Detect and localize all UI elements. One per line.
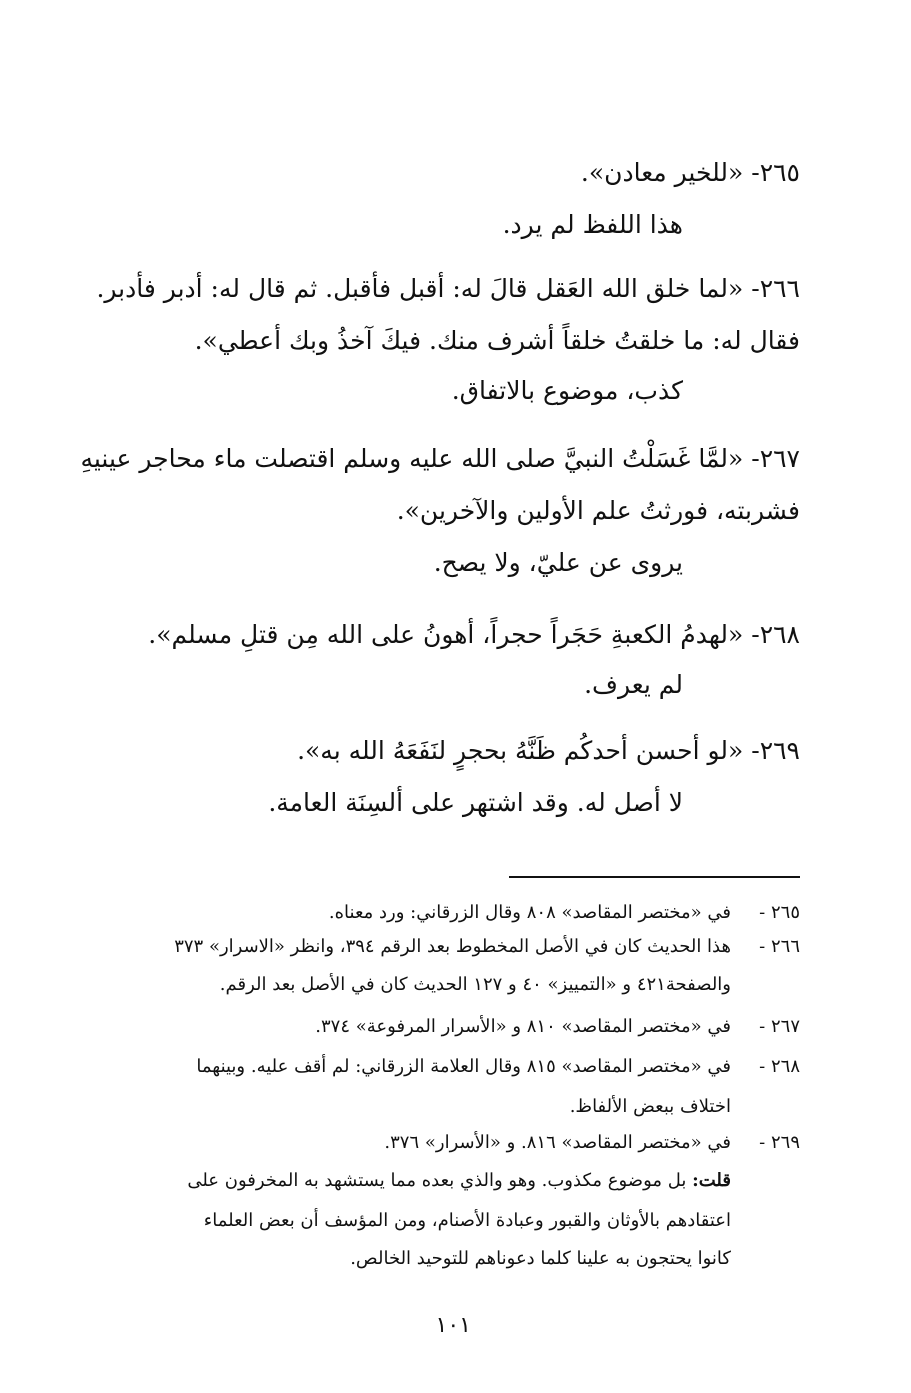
footnote-text: والصفحة٤٢١ و «التمييز» ٤٠ و ١٢٧ الحديث كان في الأصل بعد الرقم. <box>219 974 731 995</box>
footnote-number: ٢٦٥ - <box>759 902 800 923</box>
comment-first-line <box>187 1168 731 1194</box>
footnote-text: اختلاف ببعض الألفاظ. <box>569 1096 731 1117</box>
entry-267-continuation: فشربته، فورثتُ علم الأولين والآخرين». <box>396 496 800 525</box>
comment-label: قلت: <box>692 1170 731 1191</box>
entry-269-ruling: لا أصل له. وقد اشتهر على ألسِنَة العامة. <box>268 788 683 817</box>
footnote-text: هذا الحديث كان في الأصل المخطوط بعد الرقم ٣٩٤، وانظر «الاسرار» ٣٧٣ <box>174 936 731 957</box>
entry-266-continuation: فقال له: ما خلقتُ خلقاً أشرف منك. فيكَ آخذُ وبك أعطي». <box>194 326 800 355</box>
footnote-text: في «مختصر المقاصد» ٨١٥ وقال العلامة الزرقاني: لم أقف عليه. وبينهما <box>196 1056 731 1077</box>
entry-268-heading: ٢٦٨- «لهدمُ الكعبةِ حَجَراً حجراً، أهونُ على الله مِن قتلِ مسلم». <box>148 620 800 649</box>
page-number: ١٠١ <box>435 1313 471 1338</box>
comment-text: بل موضوع مكذوب. وهو والذي بعده مما يستشهد به المخرفون على <box>187 1170 687 1191</box>
entry-269-heading: ٢٦٩- «لو أحسن أحدكُم ظَنَّهُ بحجرٍ لنَفَعَهُ الله به». <box>297 736 800 765</box>
footnote-divider <box>509 876 800 878</box>
entry-266-heading: ٢٦٦- «لما خلق الله العَقل قالَ له: أقبل فأقبل. ثم قال له: أدبر فأدبر. <box>96 274 800 303</box>
entry-267-heading: ٢٦٧- «لمَّا غَسَلْتُ النبيَّ صلى الله عليه وسلم اقتصلت ماء محاجر عينيهِ <box>80 444 800 473</box>
footnote-number: ٢٦٨ - <box>759 1056 800 1077</box>
footnote-number: ٢٦٦ - <box>759 936 800 957</box>
entry-268-ruling: لم يعرف. <box>584 670 683 699</box>
footnote-number: ٢٦٩ - <box>759 1132 800 1153</box>
entry-265-heading: ٢٦٥- «للخير معادن». <box>580 158 800 187</box>
comment-text: كانوا يحتجون به علينا كلما دعوناهم للتوحيد الخالص. <box>350 1248 731 1269</box>
footnote-number: ٢٦٧ - <box>759 1016 800 1037</box>
comment-text: اعتقادهم بالأوثان والقبور وعبادة الأصنام، ومن المؤسف أن بعض العلماء <box>203 1210 731 1231</box>
entry-265-ruling: هذا اللفظ لم يرد. <box>502 210 683 239</box>
footnote-text: في «مختصر المقاصد» ٨١٠ و «الأسرار المرفوعة» ٣٧٤. <box>315 1016 731 1037</box>
entry-267-ruling: يروى عن عليّ، ولا يصح. <box>433 548 683 577</box>
footnote-text: في «مختصر المقاصد» ٨١٦. و «الأسرار» ٣٧٦. <box>384 1132 731 1153</box>
entry-266-ruling: كذب، موضوع بالاتفاق. <box>451 376 683 405</box>
footnote-text: في «مختصر المقاصد» ٨٠٨ وقال الزرقاني: ورد معناه. <box>328 902 731 923</box>
